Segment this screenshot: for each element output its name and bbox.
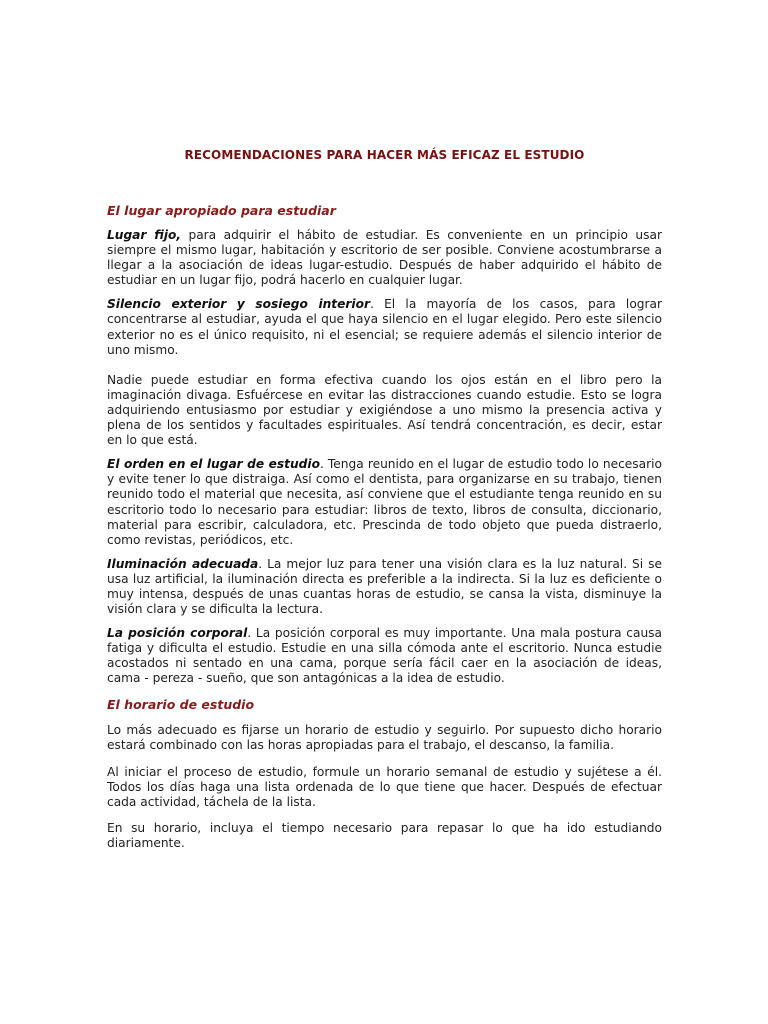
- paragraph-text: En su horario, incluya el tiempo necesario para repasar lo que ha ido estudiando diariamente.: [107, 821, 662, 851]
- paragraph-lead: Silencio exterior y sosiego interior: [107, 297, 370, 312]
- paragraph-orden: [107, 457, 662, 548]
- paragraph-lead: El orden en el lugar de estudio: [107, 457, 320, 472]
- paragraph-posicion: [107, 626, 662, 686]
- paragraph-concentracion: [107, 373, 662, 448]
- paragraph-text: . El la mayoría de los casos, para lograr concentrarse al estudiar, ayuda el que haya silencio en el lugar elegido. Pero este silencio exterior no es el único requisito, ni el esencial; se requiere además el silencio interior de uno mismo.: [107, 297, 663, 357]
- section-heading-lugar: El lugar apropiado para estudiar: [107, 203, 336, 218]
- paragraph-text: . Tenga reunido en el lugar de estudio todo lo necesario y evite tener lo que distraiga. Así como el dentista, para organizarse en su trabajo, tienen reunido todo el material que necesita, así conviene que el estudiante tenga reunido en su escritorio todo lo necesario para estudiar: libros de texto, libros de consulta, diccionario, material para escribir, calculadora, etc. Prescinda de todo objeto que pueda distraerlo, como revistas, periódicos, etc.: [107, 457, 662, 547]
- paragraph-horario-semanal: [107, 765, 662, 810]
- paragraph-lugar-fijo: [107, 228, 662, 288]
- paragraph-text: . La posición corporal es muy importante. Una mala postura causa fatiga y dificulta el estudio. Estudie en una silla cómoda ante el escritorio. Nunca estudie acostados ni sentado en una cama, porque sería fácil caer en la asociación de ideas, cama - pereza - sueño, que son antagónicas a la idea de estudio.: [107, 626, 662, 686]
- paragraph-lead: Lugar fijo,: [107, 228, 181, 242]
- paragraph-repasar: [107, 821, 662, 851]
- paragraph-silencio: [107, 297, 662, 357]
- paragraph-horario-adecuado: [107, 723, 662, 753]
- paragraph-text: Al iniciar el proceso de estudio, formule un horario semanal de estudio y sujétese a él. Todos los días haga una lista ordenada de lo que tiene que hacer. Después de efectuar cada actividad, táchela de la lista.: [107, 764, 662, 809]
- paragraph-text: para adquirir el hábito de estudiar. Es conveniente en un principio usar siempre el mismo lugar, habitación y escritorio de ser posible. Conviene acostumbrarse a llegar a la asociación de ideas lugar-estudio. Después de haber adquirido el hábito de estudiar en un lugar fijo, podrá hacerlo en cualquier lugar.: [107, 228, 662, 288]
- paragraph-lead: Iluminación adecuada: [107, 556, 259, 571]
- paragraph-lead: La posición corporal: [107, 626, 248, 641]
- paragraph-text: Nadie puede estudiar en forma efectiva cuando los ojos están en el libro pero la imaginación divaga. Esfuércese en evitar las distracciones cuando estudie. Esto se logra adquiriendo entusiasmo por estudiar y exigiéndose a uno mismo la presencia activa y plena de los sentidos y facultades espirituales. Así tendrá concentración, es decir, estar en lo que está.: [107, 372, 662, 448]
- section-heading-horario: El horario de estudio: [107, 696, 255, 712]
- document-page: [107, 148, 662, 851]
- paragraph-iluminacion: [107, 557, 662, 617]
- paragraph-text: . La mejor luz para tener una visión clara es la luz natural. Si se usa luz artificial, la iluminación directa es preferible a la indirecta. Si la luz es deficiente o muy intensa, después de unas cuantas horas de estudio, se cansa la vista, disminuye la visión clara y se dificulta la lectura.: [107, 556, 662, 617]
- paragraph-text: Lo más adecuado es fijarse un horario de estudio y seguirlo. Por supuesto dicho horario estará combinado con las horas apropiadas para el trabajo, el descanso, la familia.: [107, 722, 662, 752]
- document-title: RECOMENDACIONES PARA HACER MÁS EFICAZ EL ESTUDIO: [184, 148, 585, 162]
